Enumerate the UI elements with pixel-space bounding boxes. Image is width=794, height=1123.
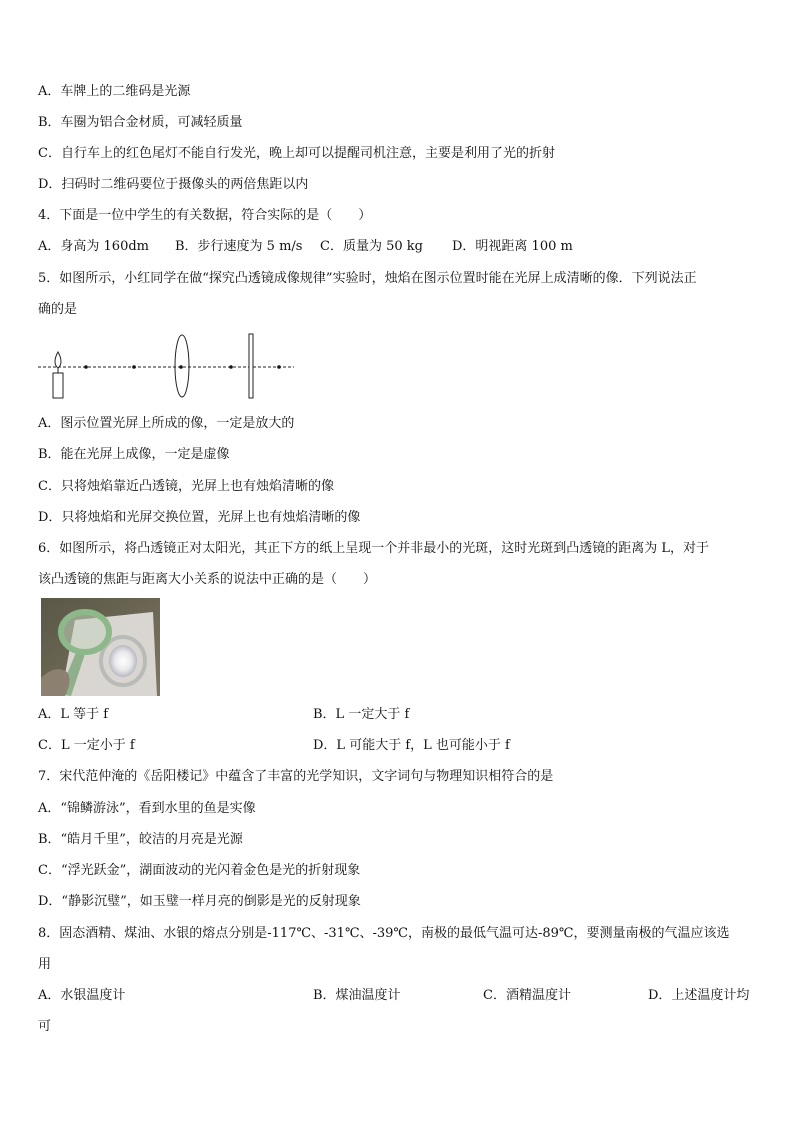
q3-option-d: D．扫码时二维码要位于摄像头的两倍焦距以内	[38, 177, 309, 192]
q8-option-c: C．酒精温度计	[483, 988, 571, 1003]
q8-option-b: B．煤油温度计	[313, 988, 401, 1003]
q5-option-a: A．图示位置光屏上所成的像，一定是放大的	[38, 416, 295, 431]
axis-point	[132, 365, 136, 369]
q6-stem-line1: 6．如图所示，将凸透镜正对太阳光，其正下方的纸上呈现一个并非最小的光斑，这时光斑到凸透镜的距离为 L，对于	[38, 541, 710, 556]
q8-option-d-wrap: 可	[38, 1019, 52, 1034]
q5-stem-line2: 确的是	[38, 302, 78, 317]
q6-option-b: B．L 一定大于 f	[313, 707, 410, 722]
axis-point	[179, 365, 183, 369]
q4-stem: 4．下面是一位中学生的有关数据，符合实际的是（ ）	[38, 208, 372, 223]
q7-option-c: C．“浮光跃金”，湖面波动的光闪着金色是光的折射现象	[38, 863, 361, 878]
q4-option-c: C．质量为 50 kg	[320, 239, 423, 254]
axis-point	[84, 365, 88, 369]
q4-option-d: D．明视距离 100 m	[452, 239, 573, 254]
q7-stem: 7．宋代范仲淹的《岳阳楼记》中蕴含了丰富的光学知识，文字词句与物理知识相符合的是	[38, 769, 554, 784]
q8-option-a: A．水银温度计	[38, 988, 126, 1003]
light-spot	[109, 645, 137, 677]
q5-stem-line1: 5．如图所示，小红同学在做“探究凸透镜成像规律”实验时，烛焰在图示位置时能在光屏上成清晰的像．下列说法正	[38, 271, 697, 286]
q5-option-d: D．只将烛焰和光屏交换位置，光屏上也有烛焰清晰的像	[38, 510, 361, 525]
q5-option-c: C．只将烛焰靠近凸透镜，光屏上也有烛焰清晰的像	[38, 479, 334, 494]
q6-option-d: D．L 可能大于 f，L 也可能小于 f	[313, 738, 510, 753]
candle-body	[53, 373, 63, 398]
q4-option-a: A．身高为 160dm	[38, 239, 149, 254]
magnifier-photo	[41, 598, 160, 696]
q3-option-a: A．车牌上的二维码是光源	[38, 84, 191, 99]
optical-bench-figure	[36, 330, 298, 402]
q3-option-c: C．自行车上的红色尾灯不能自行发光，晚上却可以提醒司机注意，主要是利用了光的折射	[38, 146, 555, 161]
candle-flame-icon	[55, 352, 61, 368]
q7-option-b: B．“皓月千里”，皎洁的月亮是光源	[38, 832, 243, 847]
q6-stem-line2: 该凸透镜的焦距与距离大小关系的说法中正确的是（ ）	[38, 572, 377, 587]
light-screen	[249, 334, 253, 398]
q8-stem-line1: 8．固态酒精、煤油、水银的熔点分别是-117℃、-31℃、-39℃，南极的最低气温可达-89℃，要测量南极的气温应该选	[38, 926, 730, 941]
q7-option-a: A．“锦鳞游泳”，看到水里的鱼是实像	[38, 801, 256, 816]
q4-option-b: B．步行速度为 5 m/s	[175, 239, 303, 254]
axis-point	[277, 365, 281, 369]
q6-option-c: C．L 一定小于 f	[38, 738, 135, 753]
q8-stem-line2: 用	[38, 957, 52, 972]
q7-option-d: D．“静影沉璧”，如玉璧一样月亮的倒影是光的反射现象	[38, 894, 361, 909]
q5-option-b: B．能在光屏上成像，一定是虚像	[38, 447, 230, 462]
q8-option-d: D．上述温度计均	[648, 988, 750, 1003]
q6-option-a: A．L 等于 f	[38, 707, 109, 722]
axis-point	[229, 365, 233, 369]
q3-option-b: B．车圈为铝合金材质，可减轻质量	[38, 115, 243, 130]
magnifier-lens-icon	[61, 612, 109, 652]
